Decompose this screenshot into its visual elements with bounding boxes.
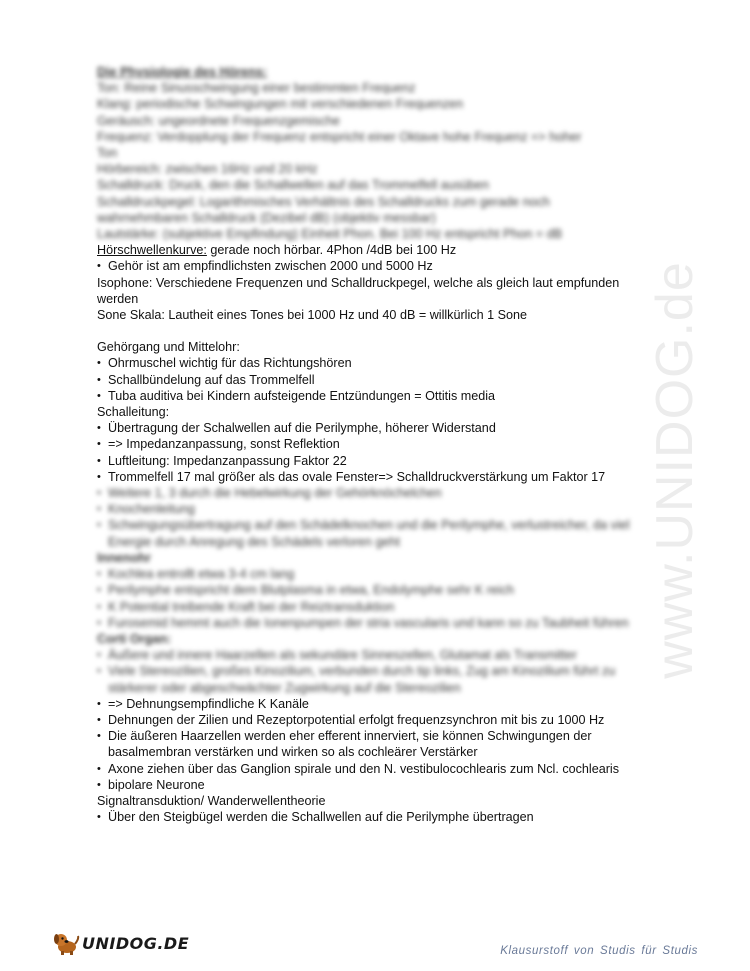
list-item: • Perilymphe entspricht dem Blutplasma in etwa, Endolymphe sehr K reich: [97, 582, 657, 598]
list-item: • Gehör ist am empfindlichsten zwischen 2000 und 5000 Hz: [97, 258, 657, 274]
document-body: [97, 64, 657, 825]
list-item: • Kochlea entrollt etwa 3-4 cm lang: [97, 566, 657, 582]
list-item: • K Potential treibende Kraft bei der Reiztransduktion: [97, 599, 657, 615]
blurred-line: Frequenz: Verdopplung der Frequenz entspricht einer Oktave hohe Frequenz => hoher: [97, 129, 582, 144]
watermark: www.UNIDOG.de: [646, 261, 704, 679]
blurred-line: Lautstärke: (subjektive Empfindung) Einheit Phon. Bei 100 Hz entspricht Phon = dB: [97, 227, 563, 242]
unidog-logo: [52, 930, 189, 956]
blurred-line: Geräusch: ungeordnete Frequenzgemische: [97, 113, 340, 128]
list-item: • Dehnungen der Zilien und Rezeptorpotential erfolgt frequenzsynchron mit bis zu 1000 Hz: [97, 712, 657, 728]
blurred-title: Die Physiologie des Hörens:: [97, 65, 268, 79]
list-item: • Axone ziehen über das Ganglion spirale und den N. vestibulocochlearis zum Ncl. cochlearis: [97, 761, 657, 777]
list-item: • Trommelfell 17 mal größer als das ovale Fenster=> Schalldruckverstärkung um Faktor 17: [97, 469, 657, 485]
blurred-line: Schalldruckpegel: Logarithmisches Verhältnis des Schalldrucks zum gerade noch: [97, 194, 550, 209]
blurred-header: [97, 64, 657, 242]
blurred-line: Klang: periodische Schwingungen mit verschiedenen Frequenzen: [97, 97, 464, 112]
section-heading: Schalleitung:: [97, 405, 170, 420]
blurred-line: Hörbereich: zwischen 16Hz und 20 kHz: [97, 162, 318, 177]
dog-icon: [52, 930, 80, 956]
section-heading: Gehörgang und Mittelohr:: [97, 340, 240, 355]
section-heading: Signaltransduktion/ Wanderwellentheorie: [97, 793, 326, 808]
blurred-line: Ton: [97, 146, 118, 161]
blurred-line: wahrnehmbaren Schalldruck (Dezibel dB) (objektiv messbar): [97, 210, 436, 225]
blurred-line: Schalldruck: Druck, den die Schallwellen auf das Trommelfell ausüben: [97, 178, 490, 193]
footer-slogan: Klausurstoff von Studis für Studis: [500, 945, 698, 957]
list-item: • Furosemid hemmt auch die Ionenpumpen der stria vascularis und kann so zu Taubheit führen: [97, 615, 657, 631]
sone-text: Sone Skala: Lautheit eines Tones bei 1000 Hz und 40 dB = willkürlich 1 Sone: [97, 308, 527, 323]
section-heading: Corti Organ:: [97, 631, 172, 646]
hoerschwellenkurve-line: [97, 242, 657, 258]
blurred-line: Ton: Reine Sinusschwingung einer bestimmten Frequenz: [97, 81, 416, 96]
spacer: [97, 323, 657, 339]
list-item: • Übertragung der Schalwellen auf die Perilymphe, höherer Widerstand: [97, 420, 657, 436]
list-item: • Knochenleitung: [97, 501, 657, 517]
list-item: • Ohrmuschel wichtig für das Richtungshören: [97, 355, 657, 371]
hoerschwellenkurve-term: Hörschwellenkurve:: [97, 243, 207, 258]
hoerschwellenkurve-text: gerade noch hörbar. 4Phon /4dB bei 100 Hz: [206, 243, 457, 258]
section-heading: Innenohr: [97, 550, 151, 565]
list-item: • Die äußeren Haarzellen werden eher efferent innerviert, sie können Schwingungen der basalmembran verstärken und wirken so als cochleärer Verstärker: [97, 728, 657, 760]
list-item: • Schwingungsübertragung auf den Schädelknochen und die Perilymphe, verlustreicher, da viel Energie durch Anregung des Schädels verloren geht: [97, 517, 657, 549]
list-item: • Äußere und innere Haarzellen als sekundäre Sinneszellen, Glutamat als Transmitter: [97, 647, 657, 663]
list-item: • => Dehnungsempfindliche K Kanäle: [97, 696, 657, 712]
list-item: • => Impedanzanpassung, sonst Reflektion: [97, 436, 657, 452]
list-item: • bipolare Neurone: [97, 777, 657, 793]
isophone-text: Isophone: Verschiedene Frequenzen und Schalldruckpegel, welche als gleich laut empfunden werden: [97, 275, 620, 306]
logo-text: UNIDOG.DE: [82, 933, 190, 953]
list-item: • Weitere 1, 3 durch die Hebelwirkung der Gehörknöchelchen: [97, 485, 657, 501]
list-item: • Luftleitung: Impedanzanpassung Faktor 22: [97, 453, 657, 469]
list-item: • Schallbündelung auf das Trommelfell: [97, 372, 657, 388]
list-item: • Viele Stereozilien, großes Kinozilium, verbunden durch tip links, Zug am Kinozilium führt zu stärkerer oder abgeschwächter Zugwirkung auf die Stereozilien: [97, 663, 657, 695]
list-item: • Über den Steigbügel werden die Schallwellen auf die Perilymphe übertragen: [97, 809, 657, 825]
blurred-middle: [97, 485, 657, 696]
list-item: • Tuba auditiva bei Kindern aufsteigende Entzündungen = Ottitis media: [97, 388, 657, 404]
